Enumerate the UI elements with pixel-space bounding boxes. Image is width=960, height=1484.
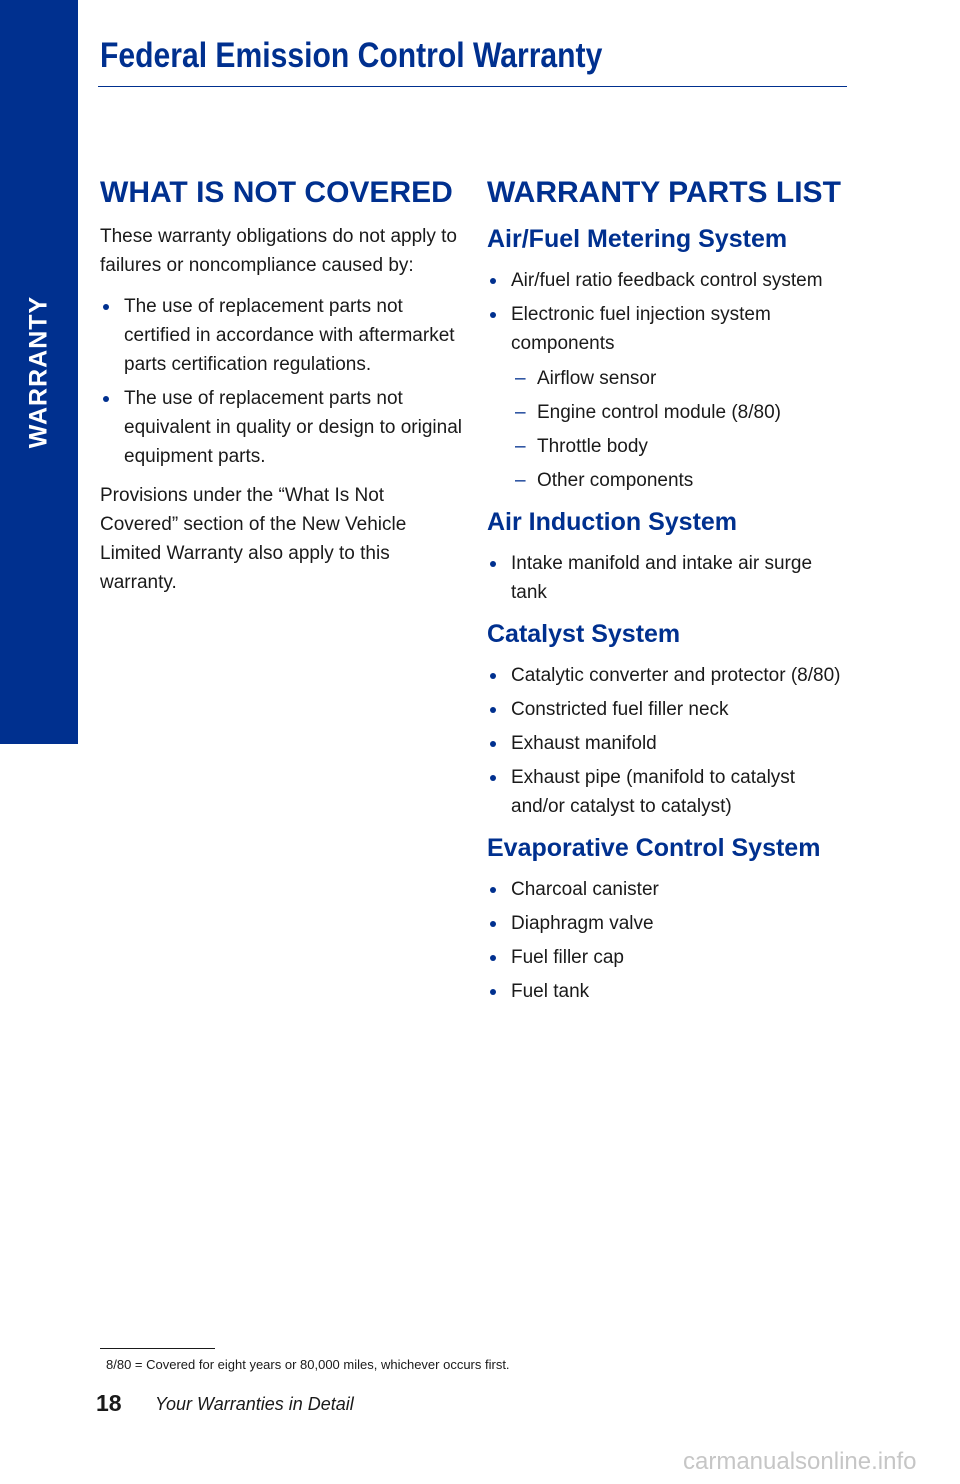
parts-list-heading: WARRANTY PARTS LIST xyxy=(487,176,841,209)
sub-list-item xyxy=(511,432,853,461)
list-item-text: Air/fuel ratio feedback control system xyxy=(511,270,823,291)
list-item-text: Exhaust pipe (manifold to catalyst and/or catalyst to catalyst) xyxy=(511,767,796,817)
list-item-text: The use of replacement parts not certified in accordance with aftermarket parts certification regulations. xyxy=(124,296,455,375)
dash-icon: – xyxy=(515,402,526,423)
list-item-text: Electronic fuel injection system components xyxy=(511,304,771,354)
page-number: 18 xyxy=(96,1390,122,1416)
list-item xyxy=(487,266,853,295)
bullet-icon xyxy=(490,707,496,713)
air-induction-heading: Air Induction System xyxy=(487,508,738,536)
list-item xyxy=(487,695,853,724)
list-item-text: Fuel filler cap xyxy=(511,947,624,968)
list-item xyxy=(487,875,853,904)
footnote-divider xyxy=(100,1348,215,1349)
dash-icon: – xyxy=(515,368,526,389)
evaporative-list xyxy=(487,875,853,1006)
list-item xyxy=(487,909,853,938)
fuel-injection-sublist xyxy=(511,364,853,495)
list-item-text: Intake manifold and intake air surge tank xyxy=(511,553,813,603)
list-item xyxy=(487,943,853,972)
list-item xyxy=(100,384,462,471)
list-item xyxy=(487,300,853,495)
list-item-text: The use of replacement parts not equivalent in quality or design to original equipment parts. xyxy=(124,388,462,467)
bullet-icon xyxy=(490,775,496,781)
sub-list-item-text: Throttle body xyxy=(537,436,648,457)
catalyst-list xyxy=(487,661,853,821)
sub-list-item-text: Engine control module (8/80) xyxy=(537,402,781,423)
list-item-text: Diaphragm valve xyxy=(511,913,654,934)
list-item xyxy=(487,549,853,607)
list-item-text: Catalytic converter and protector (8/80) xyxy=(511,665,841,686)
bullet-icon xyxy=(490,955,496,961)
bullet-icon xyxy=(490,312,496,318)
evaporative-heading: Evaporative Control System xyxy=(487,834,821,862)
list-item xyxy=(487,729,853,758)
dash-icon: – xyxy=(515,470,526,491)
not-covered-column xyxy=(100,172,462,609)
provisions-paragraph: Provisions under the “What Is Not Covered” section of the New Vehicle Limited Warranty also apply to this warranty. xyxy=(100,485,407,593)
catalyst-heading: Catalyst System xyxy=(487,620,681,648)
side-tab-label: WARRANTY xyxy=(24,295,53,449)
sub-list-item-text: Other components xyxy=(537,470,694,491)
air-fuel-list xyxy=(487,266,853,495)
air-fuel-heading: Air/Fuel Metering System xyxy=(487,225,788,253)
list-item xyxy=(100,292,462,379)
bullet-icon xyxy=(490,887,496,893)
bullet-icon xyxy=(490,921,496,927)
list-item-text: Charcoal canister xyxy=(511,879,659,900)
bullet-icon xyxy=(490,561,496,567)
list-item-text: Constricted fuel filler neck xyxy=(511,699,729,720)
bullet-icon xyxy=(490,741,496,747)
air-induction-list xyxy=(487,549,853,607)
parts-list-column xyxy=(487,172,853,1016)
sub-list-item xyxy=(511,364,853,393)
not-covered-list xyxy=(100,292,462,471)
list-item xyxy=(487,661,853,690)
page-title: Federal Emission Control Warranty xyxy=(100,36,603,75)
header-divider xyxy=(98,86,847,87)
side-tab xyxy=(0,0,78,744)
not-covered-intro: These warranty obligations do not apply to failures or noncompliance caused by: xyxy=(100,226,457,276)
not-covered-heading: WHAT IS NOT COVERED xyxy=(100,176,453,209)
list-item xyxy=(487,763,853,821)
bullet-icon xyxy=(490,278,496,284)
bullet-icon xyxy=(490,989,496,995)
list-item-text: Fuel tank xyxy=(511,981,590,1002)
list-item xyxy=(487,977,853,1006)
sub-list-item-text: Airflow sensor xyxy=(537,368,657,389)
sub-list-item xyxy=(511,466,853,495)
dash-icon: – xyxy=(515,436,526,457)
watermark: carmanualsonline.info xyxy=(683,1448,917,1475)
list-item-text: Exhaust manifold xyxy=(511,733,657,754)
footnote: 8/80 = Covered for eight years or 80,000 miles, whichever occurs first. xyxy=(106,1357,510,1372)
sub-list-item xyxy=(511,398,853,427)
footer-label: Your Warranties in Detail xyxy=(155,1394,354,1414)
bullet-icon xyxy=(103,396,109,402)
bullet-icon xyxy=(490,673,496,679)
bullet-icon xyxy=(103,304,109,310)
